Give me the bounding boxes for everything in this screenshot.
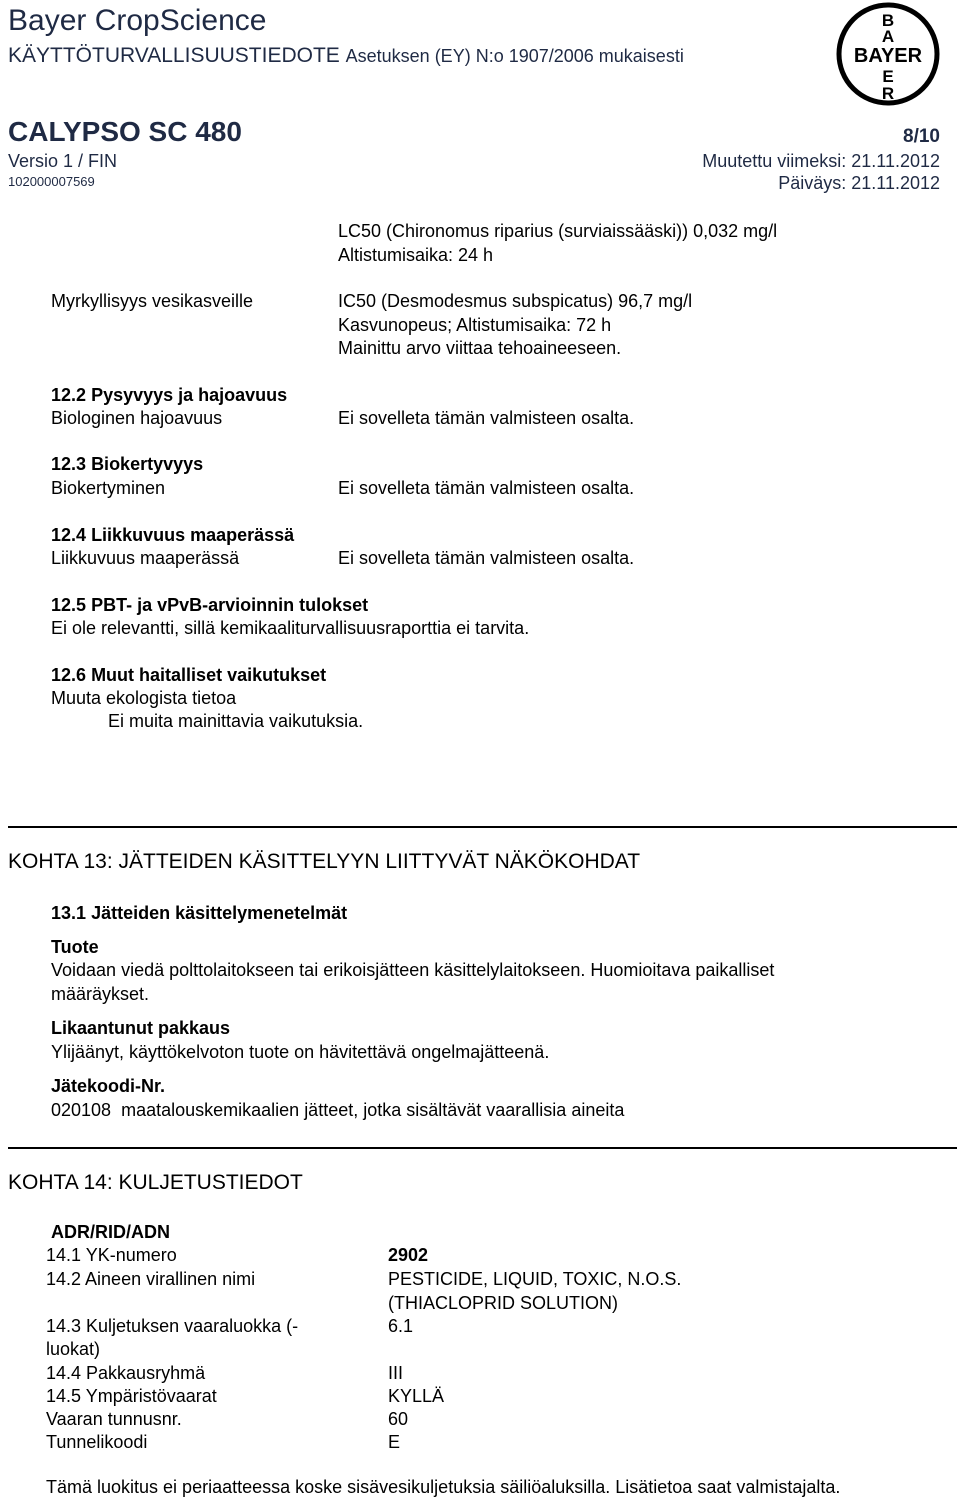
transport-value: 60 [388,1409,409,1429]
section-14-heading: KOHTA 14: KULJETUSTIEDOT [8,1171,303,1194]
transport-value: 2902 [388,1245,429,1265]
bioaccumulation-label: Biokertyminen [51,478,166,498]
biodegradability-label: Biologinen hajoavuus [51,408,223,428]
packaging-text: Ylijäänyt, käyttökelvoton tuote on hävitettävä ongelmajätteenä. [51,1042,550,1062]
section-12-5-title: 12.5 PBT- ja vPvB-arvioinnin tulokset [51,595,369,615]
bioaccumulation-value: Ei sovelleta tämän valmisteen osalta. [338,478,635,498]
logo-letter: E [882,67,894,86]
company-name: Bayer CropScience [8,4,267,37]
section-12-4-title: 12.4 Liikkuvuus maaperässä [51,525,295,545]
section-divider [8,826,957,828]
logo-letter: B [881,11,895,30]
transport-value-cont: (THIACLOPRID SOLUTION) [388,1293,619,1313]
logo-word: BAYER [853,45,923,67]
section-13-heading: KOHTA 13: JÄTTEIDEN KÄSITTELYYN LIITTYVÄT NÄKÖKOHDAT [8,850,641,873]
page-number: 8/10 [903,126,940,147]
biodegradability-value: Ei sovelleta tämän valmisteen osalta. [338,408,635,428]
section-12-2-title: 12.2 Pysyvyys ja hajoavuus [51,385,288,405]
ic50-note: Mainittu arvo viittaa tehoaineeseen. [338,338,622,358]
transport-label: 14.4 Pakkausryhmä [46,1363,206,1383]
document-code: 102000007569 [8,174,95,189]
last-modified: Muutettu viimeksi: 21.11.2012 [702,151,940,171]
bayer-logo [834,2,942,106]
product-disposal-text: Voidaan viedä polttolaitokseen tai erikoisjätteen käsittelylaitokseen. Huomioitava paikalliset [51,960,775,980]
waste-code-line [51,1099,624,1122]
document-title [8,44,684,68]
product-name: CALYPSO SC 480 [8,116,242,147]
transport-label: 14.2 Aineen virallinen nimi [46,1269,256,1289]
transport-value: E [388,1432,401,1452]
transport-label: 14.3 Kuljetuksen vaaraluokka (- [46,1316,299,1336]
lc50-result: LC50 (Chironomus riparius (surviaissääski)) 0,032 mg/l [338,221,778,241]
transport-value: KYLLÄ [388,1386,445,1406]
aquatic-plants-label: Myrkyllisyys vesikasveille [51,291,254,311]
transport-label: 14.1 YK-numero [46,1245,177,1265]
packaging-label: Likaantunut pakkaus [51,1018,231,1038]
logo-letter: A [881,27,895,46]
section-12-3-title: 12.3 Biokertyvyys [51,454,204,474]
waste-code-label: Jätekoodi-Nr. [51,1076,166,1096]
soil-mobility-value: Ei sovelleta tämän valmisteen osalta. [338,548,635,568]
pbt-text: Ei ole relevantti, sillä kemikaaliturvallisuusraporttia ei tarvita. [51,618,530,638]
transport-value: III [388,1363,404,1383]
other-eco-label: Muuta ekologista tietoa [51,688,237,708]
document-date: Päiväys: 21.11.2012 [778,173,940,193]
waste-code: 020108 [51,1100,112,1120]
logo-letter: R [881,84,895,103]
transport-value: 6.1 [388,1316,414,1336]
lc50-exposure: Altistumisaika: 24 h [338,245,494,265]
section-divider [8,1147,957,1149]
product-disposal-label: Tuote [51,937,99,957]
transport-mode-heading: ADR/RID/ADN [51,1222,170,1242]
document-type: KÄYTTÖTURVALLISUUSTIEDOTE [8,44,340,67]
other-eco-text: Ei muita mainittavia vaikutuksia. [108,711,364,731]
product-disposal-text-cont: määräykset. [51,984,150,1004]
ic50-growth: Kasvunopeus; Altistumisaika: 72 h [338,315,612,335]
transport-label: 14.5 Ympäristövaarat [46,1386,217,1406]
regulation-reference: Asetuksen (EY) N:o 1907/2006 mukaisesti [345,46,684,66]
ic50-result: IC50 (Desmodesmus subspicatus) 96,7 mg/l [338,291,693,311]
section-13-1-title: 13.1 Jätteiden käsittelymenetelmät [51,903,348,923]
waste-code-description: maatalouskemikaalien jätteet, jotka sisältävät vaarallisia aineita [121,1100,625,1120]
soil-mobility-label: Liikkuvuus maaperässä [51,548,240,568]
section-12-6-title: 12.6 Muut haitalliset vaikutukset [51,665,327,685]
transport-footnote: Tämä luokitus ei periaatteessa koske sisävesikuljetuksia säiliöaluksilla. Lisätietoa saat valmistajalta. [46,1477,841,1497]
transport-label: Tunnelikoodi [46,1432,148,1452]
transport-label: Vaaran tunnusnr. [46,1409,182,1429]
transport-label-cont: luokat) [46,1339,101,1359]
transport-value: PESTICIDE, LIQUID, TOXIC, N.O.S. [388,1269,682,1289]
version: Versio 1 / FIN [8,151,118,171]
